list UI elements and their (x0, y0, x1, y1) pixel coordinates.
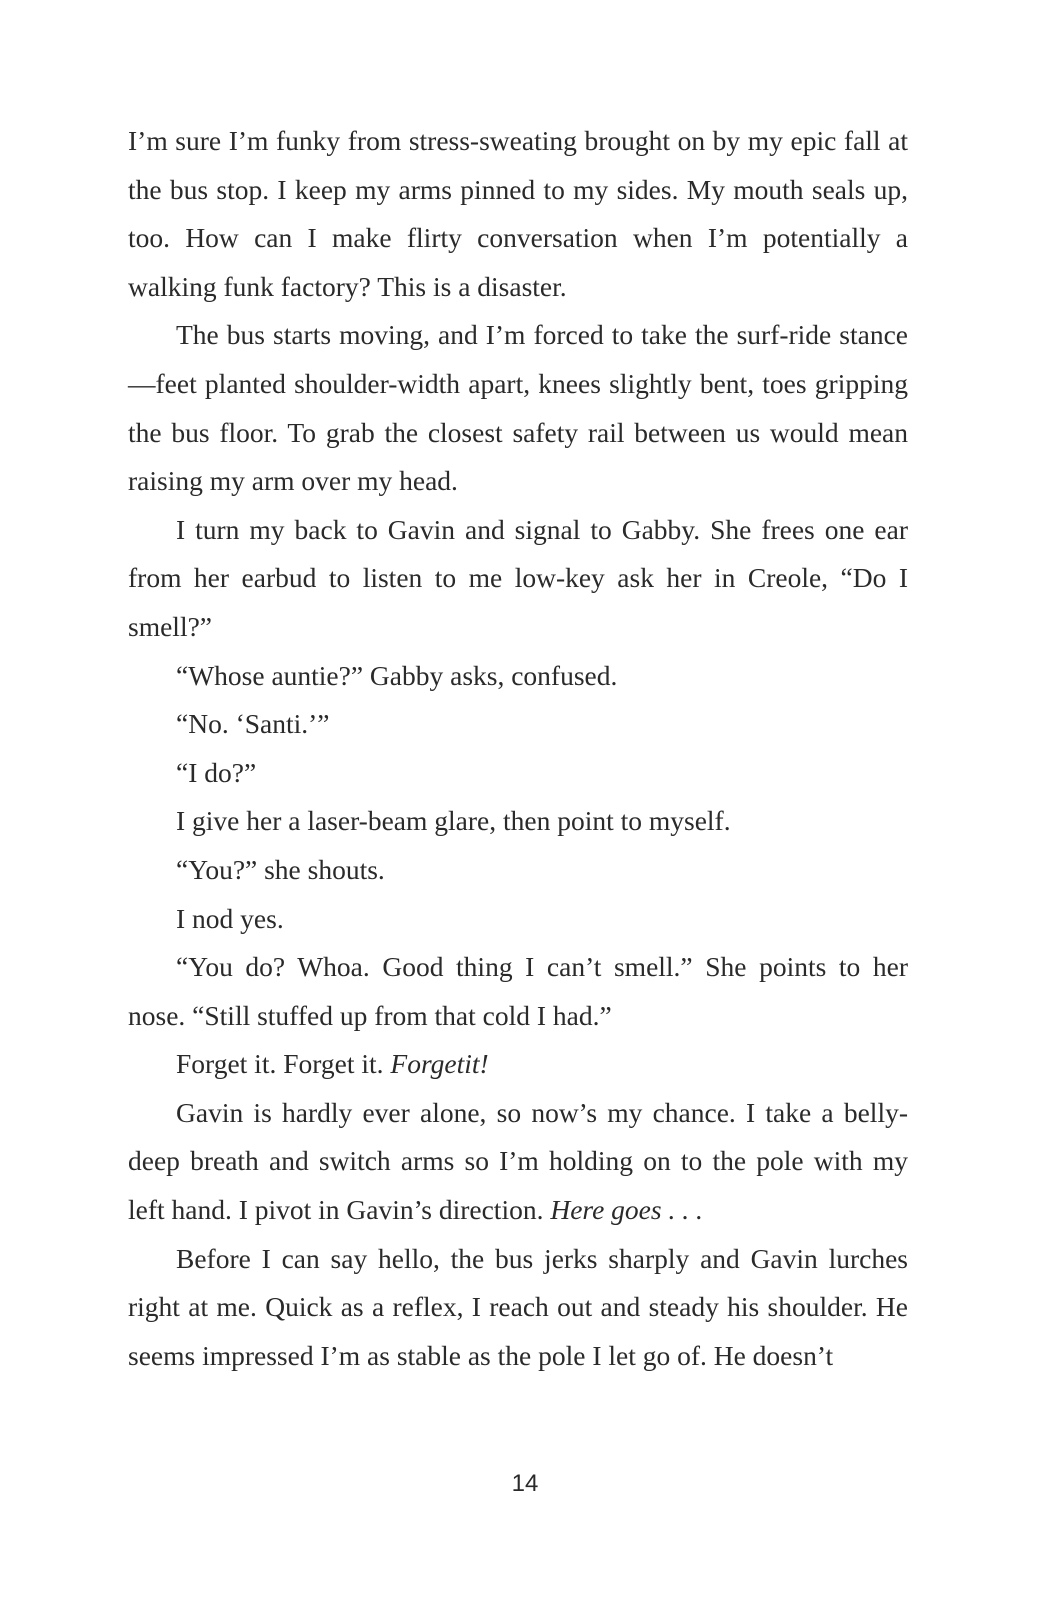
paragraph-text: Gavin is hardly ever alone, so now’s my chance. I take a belly-deep breath and switch arms so I’m holding on to the pole with my left hand. I pivot in Gavin’s direction. (128, 1096, 908, 1226)
page-number: 14 (511, 1470, 539, 1497)
paragraph: “You?” she shouts. (176, 853, 385, 885)
body-text (128, 117, 908, 1380)
paragraph-italic-text: Here goes . . . (550, 1194, 703, 1226)
paragraph (128, 1040, 908, 1089)
paragraph (128, 1089, 908, 1235)
paragraph-text: Forget it. Forget it. (176, 1048, 391, 1080)
paragraph: I’m sure I’m funky from stress-sweating brought on by my epic fall at the bus stop. I keep my arms pinned to my sides. My mouth seals up, too. How can I make flirty conversation when I’m potentially a walking funk factory? This is a disaster. (128, 125, 908, 302)
paragraph-italic-text: Forgetit! (390, 1048, 489, 1080)
paragraph: “No. ‘Santi.’” (176, 708, 330, 740)
paragraph: I give her a laser-beam glare, then point to myself. (176, 805, 731, 837)
paragraph: Before I can say hello, the bus jerks sharply and Gavin lurches right at me. Quick as a reflex, I reach out and steady his shoulder. He seems impressed I’m as stable as the pole I let go of. He doesn’t (128, 1242, 908, 1371)
paragraph: “I do?” (176, 756, 257, 788)
paragraph: The bus starts moving, and I’m forced to take the surf-ride stance—feet planted shoulder-width apart, knees slightly bent, toes gripping the bus floor. To grab the closest safety rail between us would mean raising my arm over my head. (128, 319, 908, 497)
paragraph: “You do? Whoa. Good thing I can’t smell.” She points to her nose. “Still stuffed up from that cold I had.” (128, 951, 908, 1031)
paragraph: “Whose auntie?” Gabby asks, confused. (176, 659, 618, 691)
paragraph: I turn my back to Gavin and signal to Gabby. She frees one ear from her earbud to listen to me low-key ask her in Creole, “Do I smell?” (128, 513, 908, 642)
paragraph: I nod yes. (176, 902, 284, 934)
